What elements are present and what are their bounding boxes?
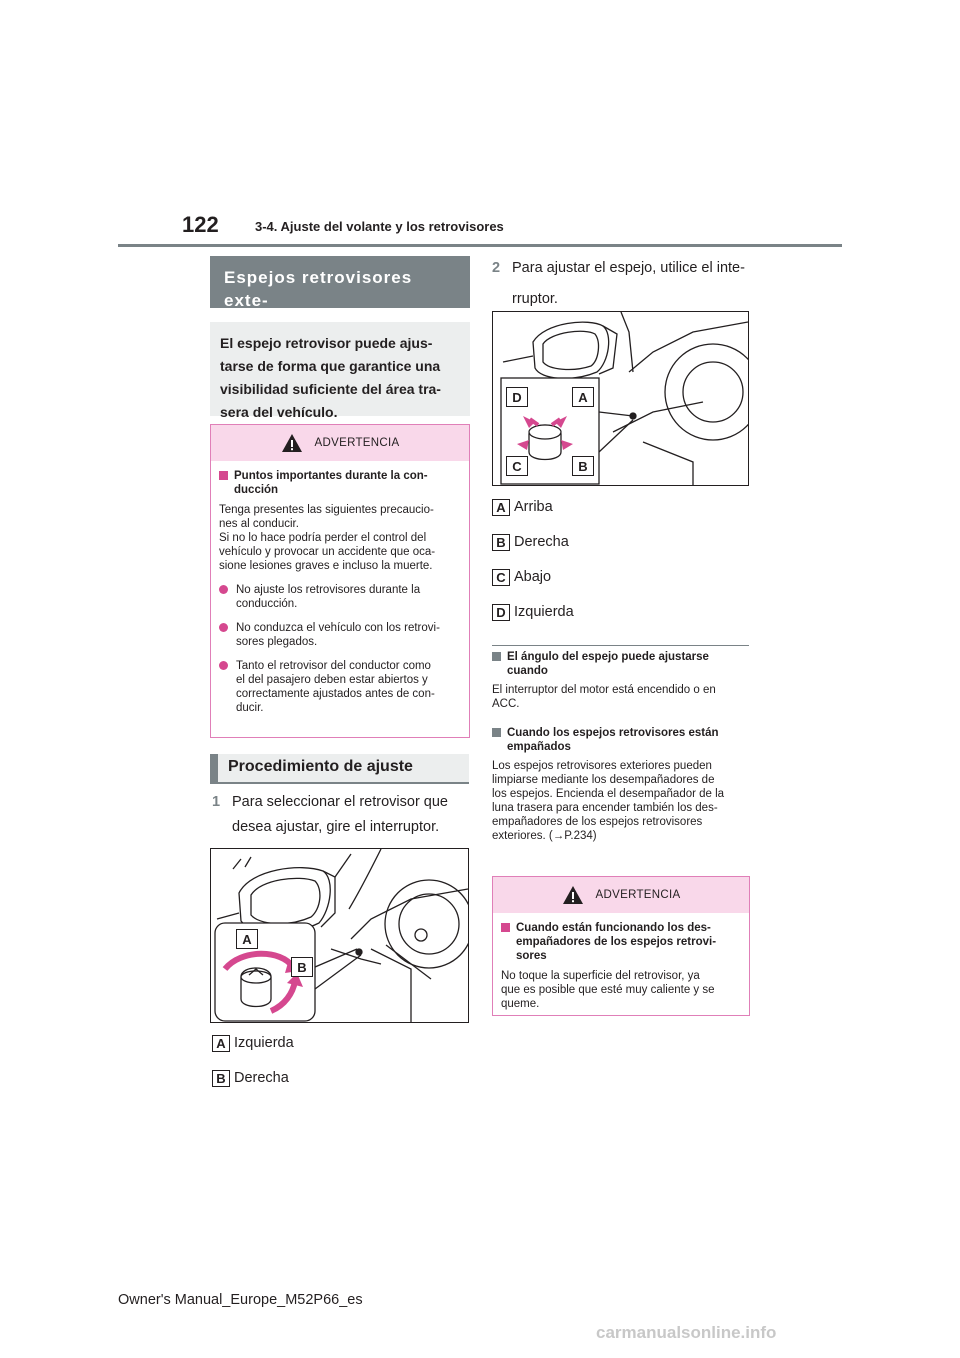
text-line: ducir. [236, 702, 264, 714]
warning-text [219, 503, 461, 573]
legend-text: Arriba [514, 499, 553, 515]
warning-header [493, 877, 749, 913]
warning-box-2 [492, 876, 750, 1016]
note-title-line: Cuando los espejos retrovisores están [507, 727, 719, 739]
legend-item [492, 531, 574, 553]
warning-label: ADVERTENCIA [595, 889, 681, 901]
text-line: el del pasajero deben estar abiertos y [236, 674, 428, 686]
callout-a: A [236, 929, 258, 949]
square-bullet-icon [492, 652, 501, 661]
legend-letter: B [492, 534, 510, 551]
intro-line: visibilidad suficiente del área tra- [220, 381, 441, 397]
intro-line: tarse de forma que garantice una [220, 358, 441, 374]
text-line: sores plegados. [236, 636, 318, 648]
warning-subtitle [501, 921, 741, 963]
text-line: No ajuste los retrovisores durante la [236, 584, 421, 596]
warning-body [493, 913, 749, 1019]
text-line: Tanto el retrovisor del conductor como [236, 660, 431, 672]
note-text-line: exteriores. (→P.234) [492, 830, 597, 842]
warning-bullet [219, 659, 461, 715]
square-bullet-icon [501, 923, 510, 932]
legend-item [492, 496, 574, 518]
note-1 [492, 650, 754, 711]
legend-letter: C [492, 569, 510, 586]
footer-manual-id: Owner's Manual_Europe_M52P66_es [118, 1292, 363, 1308]
note-text-line: limpiarse mediante los desempañadores de [492, 774, 715, 786]
intro-box [210, 322, 470, 420]
step-1 [212, 790, 472, 840]
legend-letter: D [492, 604, 510, 621]
text-line: correctamente ajustados antes de con- [236, 688, 435, 700]
section-title: 3-4. Ajuste del volante y los retrovisores [255, 219, 504, 234]
step-number: 1 [212, 794, 221, 810]
note-2 [492, 726, 754, 843]
warning-title-line: sores [516, 950, 547, 962]
text-line: No toque la superficie del retrovisor, ya [501, 970, 700, 982]
text-line: conducción. [236, 598, 298, 610]
figure-mirror-selector [210, 848, 469, 1023]
note-text-line: luna trasera para encender también los des- [492, 802, 718, 814]
step-text-line: Para ajustar el espejo, utilice el inte- [512, 260, 745, 276]
header-rule [118, 244, 842, 247]
figure-mirror-adjust [492, 311, 749, 486]
step-text-line: Para seleccionar el retrovisor que [232, 794, 448, 810]
legend-item [492, 601, 574, 623]
warning-title-line: Puntos importantes durante la con- [234, 470, 428, 482]
round-bullet-icon [219, 623, 228, 632]
step-text-line: rruptor. [512, 291, 558, 307]
watermark: carmanualsonline.info [596, 1323, 777, 1342]
callout-b: B [572, 456, 594, 476]
page-number: 122 [182, 212, 219, 237]
legend-2 [492, 496, 574, 623]
text-line: No conduzca el vehículo con los retrovi- [236, 622, 440, 634]
text-line: sione lesiones graves e incluso la muerte. [219, 560, 433, 572]
legend-text: Abajo [514, 569, 552, 585]
notes-rule [492, 645, 749, 646]
note-text-line: los espejos. Encienda el desempañador de la [492, 788, 725, 800]
warning-triangle-icon [562, 885, 584, 905]
warning-label: ADVERTENCIA [314, 437, 400, 449]
intro-line: sera del vehículo. [220, 404, 338, 420]
text-line: nes al conducir. [219, 518, 299, 530]
section-heading [210, 256, 470, 308]
legend-letter: A [492, 499, 510, 516]
text-line: Tenga presentes las siguientes precaucio- [219, 504, 434, 516]
warning-bullet [219, 621, 461, 649]
legend-item [492, 566, 574, 588]
warning-box [210, 424, 470, 738]
callout-b: B [291, 957, 313, 977]
note-text-line: Los espejos retrovisores exteriores pueden [492, 760, 712, 772]
intro-line: El espejo retrovisor puede ajus- [220, 335, 433, 351]
warning-subtitle [219, 469, 461, 497]
legend-item [212, 1067, 294, 1089]
warning-body [211, 461, 469, 723]
callout-c: C [506, 456, 528, 476]
round-bullet-icon [219, 661, 228, 670]
text-line: queme. [501, 998, 540, 1010]
step-number: 2 [492, 260, 501, 276]
mirror-adjust-illustration [493, 312, 748, 485]
legend-text: Izquierda [234, 1035, 294, 1051]
legend-text: Derecha [234, 1070, 289, 1086]
section-heading-line: Espejos retrovisores exte- [224, 268, 413, 310]
square-bullet-icon [492, 728, 501, 737]
round-bullet-icon [219, 585, 228, 594]
note-text-line: ACC. [492, 698, 520, 710]
warning-title-line: Cuando están funcionando los des- [516, 922, 711, 934]
warning-bullet [219, 583, 461, 611]
warning-text [501, 969, 741, 1011]
warning-title-line: ducción [234, 484, 279, 496]
legend-1 [212, 1032, 294, 1089]
legend-text: Izquierda [514, 604, 574, 620]
note-title [492, 650, 754, 678]
warning-triangle-icon [281, 433, 303, 453]
callout-d: D [506, 387, 528, 407]
text-line: Si no lo hace podría perder el control del [219, 532, 427, 544]
note-text-line: El interruptor del motor está encendido o en [492, 684, 716, 696]
legend-letter: B [212, 1070, 230, 1087]
legend-text: Derecha [514, 534, 569, 550]
warning-title-line: empañadores de los espejos retrovi- [516, 936, 717, 948]
step-2 [492, 256, 754, 312]
text-line: vehículo y provocar un accidente que oca- [219, 546, 436, 558]
legend-letter: A [212, 1035, 230, 1052]
legend-item [212, 1032, 294, 1054]
procedure-heading: Procedimiento de ajuste [210, 754, 469, 784]
square-bullet-icon [219, 471, 228, 480]
step-text-line: desea ajustar, gire el interruptor. [232, 819, 440, 835]
text-line: que es posible que esté muy caliente y se [501, 984, 715, 996]
note-title [492, 726, 754, 754]
note-title-line: empañados [507, 741, 571, 753]
note-text-line: empañadores de los espejos retrovisores [492, 816, 703, 828]
note-title-line: cuando [507, 665, 548, 677]
warning-header [211, 425, 469, 461]
callout-a: A [572, 387, 594, 407]
note-title-line: El ángulo del espejo puede ajustarse [507, 651, 709, 663]
